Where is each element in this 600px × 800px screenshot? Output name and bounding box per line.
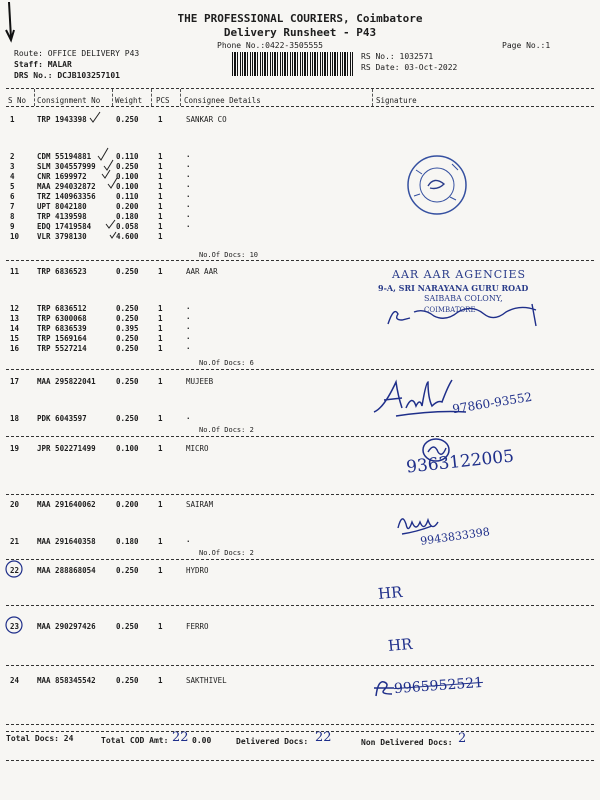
row-dot: . [186,200,191,209]
row-dot: . [186,190,191,199]
row-weight: 0.250 [116,115,139,124]
row-pcs: 1 [158,172,163,181]
row-dot: . [186,150,191,159]
sheet-title: Delivery Runsheet - P43 [223,26,377,39]
rs-date: RS Date: 03-Oct-2022 [361,63,458,72]
row-sno: 20 [10,500,20,509]
row-pcs: 1 [158,622,163,631]
row-consignment: PDK 6043597 [37,414,87,423]
row-sno: 7 [10,202,15,211]
col-divider [180,89,181,106]
row-consignment: MAA 288868054 [37,566,96,575]
group-divider [6,369,594,370]
row-weight: 0.180 [116,212,139,221]
row-pcs: 1 [158,537,163,546]
row-consignment: JPR 502271499 [37,444,96,453]
sakthivel-signature-mark [372,676,396,700]
row-weight: 0.250 [116,304,139,313]
row-sno: 16 [10,344,20,353]
row-consignment: MAA 295822041 [37,377,96,386]
row-circle-mark [4,559,24,579]
row-consignment: MAA 290297426 [37,622,96,631]
row-sno: 14 [10,324,20,333]
group-divider [6,260,594,261]
col-consignment: Consignment No [37,96,101,105]
consignee-name: SAIRAM [186,500,214,509]
sairam-phone: 9943833398 [419,525,491,548]
col-divider [34,89,35,106]
row-weight: 0.250 [116,314,139,323]
docs-count: No.Of Docs: 10 [199,251,259,259]
consignee-name: HYDRO [186,566,209,575]
row-pcs: 1 [158,414,163,423]
row-pcs: 1 [158,334,163,343]
row-dot: . [186,220,191,229]
row-pcs: 1 [158,676,163,685]
row-weight: 0.110 [116,152,139,161]
row-consignment: TRP 6836539 [37,324,87,333]
row-pcs: 1 [158,115,163,124]
consignee-name: MUJEEB [186,377,214,386]
row-sno: 22 [10,566,20,575]
row-pcs: 1 [158,267,163,276]
row-weight: 0.100 [116,444,139,453]
col-signature: Signature [376,96,417,105]
row-pcs: 1 [158,212,163,221]
phone-number: Phone No.:0422-3505555 [217,41,323,50]
col-divider [112,89,113,106]
sankar-co-stamp [402,150,472,220]
col-weight: Weight [115,96,143,105]
delivered-docs-label: Delivered Docs: [236,737,309,746]
check-marks [84,110,124,250]
drs-number: DRS No.: DCJB103257101 [14,71,120,80]
consignee-name: SAKTHIVEL [186,676,227,685]
row-pcs: 1 [158,232,163,241]
row-consignment: TRP 6300068 [37,314,87,323]
row-weight: 0.250 [116,334,139,343]
row-sno: 11 [10,267,20,276]
row-dot: . [186,342,191,351]
total-docs: Total Docs: 24 [6,734,74,743]
row-sno: 2 [10,152,15,161]
non-delivered-docs-label: Non Delivered Docs: [361,738,453,747]
row-consignment: MAA 294032872 [37,182,96,191]
micro-phone: 9363122005 [405,446,515,478]
row-dot: . [186,180,191,189]
row-consignment: EDQ 17419584 [37,222,92,231]
row-weight: 0.058 [116,222,139,231]
col-sno: S No [8,96,27,105]
group-divider [6,665,594,666]
header-rule-bottom [6,106,594,107]
row-pcs: 1 [158,377,163,386]
col-pcs: PCS [156,96,170,105]
row-weight: 0.250 [116,344,139,353]
row-dot: . [186,170,191,179]
hydro-signature: HR [377,582,404,604]
row-dot: . [186,332,191,341]
row-sno: 15 [10,334,20,343]
company-name: THE PROFESSIONAL COURIERS, Coimbatore [177,12,423,25]
row-pcs: 1 [158,152,163,161]
row-weight: 0.250 [116,676,139,685]
total-cod-label: Total COD Amt: [101,736,169,745]
consignee-name: MICRO [186,444,209,453]
row-consignment: CDM 55194881 [37,152,92,161]
row-pcs: 1 [158,192,163,201]
row-consignment: TRZ 140963356 [37,192,96,201]
row-dot: . [186,160,191,169]
row-dot: . [186,322,191,331]
mujeeb-phone: 97860-93552 [451,389,534,417]
staff: Staff: MALAR [14,60,72,69]
row-consignment: TRP 1943398 [37,115,87,124]
row-pcs: 1 [158,202,163,211]
col-divider [372,89,373,106]
row-dot: . [186,210,191,219]
col-consignee-details: Consignee Details [184,96,261,105]
row-dot: . [186,412,191,421]
row-sno: 24 [10,676,20,685]
row-consignment: TRP 5527214 [37,344,87,353]
row-sno: 9 [10,222,15,231]
group-divider [6,724,594,725]
consignee-name: SANKAR CO [186,115,227,124]
row-weight: 0.250 [116,267,139,276]
row-sno: 1 [10,115,15,124]
row-consignment: TRP 1569164 [37,334,87,343]
row-sno: 19 [10,444,20,453]
row-sno: 5 [10,182,15,191]
row-pcs: 1 [158,566,163,575]
row-pcs: 1 [158,182,163,191]
agency-stamp-colony: SAIBABA COLONY, [424,294,503,303]
row-consignment: MAA 291640358 [37,537,96,546]
row-weight: 0.200 [116,500,139,509]
group-divider [6,436,594,437]
aar-signature [384,298,554,330]
row-pcs: 1 [158,162,163,171]
group-divider [6,494,594,495]
non-delivered-count: 2 [458,731,467,746]
total-cod-value: 0.00 [192,736,212,745]
row-sno: 3 [10,162,15,171]
row-sno: 21 [10,537,20,546]
row-pcs: 1 [158,314,163,323]
agency-stamp-name: AAR AAR AGENCIES [392,268,527,281]
row-pcs: 1 [158,324,163,333]
row-weight: 0.100 [116,182,139,191]
row-consignment: CNR 1699972 [37,172,87,181]
rs-number: RS No.: 1032571 [361,52,434,61]
consignee-name: FERRO [186,622,209,631]
row-consignment: TRP 4139598 [37,212,87,221]
row-sno: 8 [10,212,15,221]
row-sno: 23 [10,622,20,631]
barcode [232,52,354,76]
row-pcs: 1 [158,304,163,313]
row-weight: 4.600 [116,232,139,241]
sakthivel-phone: 9965952521 [393,674,484,698]
agency-stamp-address: 9-A, SRI NARAYANA GURU ROAD [378,283,529,293]
row-dot: . [186,535,191,544]
group-divider [6,559,594,560]
row-sno: 10 [10,232,20,241]
row-weight: 0.200 [116,202,139,211]
row-consignment: TRP 6836523 [37,267,87,276]
row-sno: 17 [10,377,20,386]
row-weight: 0.100 [116,172,139,181]
delivered-count: 22 [315,730,332,745]
row-weight: 0.250 [116,377,139,386]
docs-count: No.Of Docs: 6 [199,359,254,367]
footer-rule-bottom [6,760,594,761]
row-weight: 0.250 [116,414,139,423]
row-consignment: TRP 6836512 [37,304,87,313]
row-pcs: 1 [158,344,163,353]
row-consignment: UPT 8042180 [37,202,87,211]
row-sno: 18 [10,414,20,423]
row-sno: 4 [10,172,15,181]
mujeeb-signature [370,372,490,422]
cod-handwritten-mark: 22 [172,730,189,745]
row-sno: 6 [10,192,15,201]
row-sno: 13 [10,314,20,323]
row-weight: 0.250 [116,162,139,171]
row-pcs: 1 [158,222,163,231]
col-divider [151,89,152,106]
row-dot: . [186,302,191,311]
row-circle-mark [4,615,24,635]
row-consignment: MAA 291640062 [37,500,96,509]
row-weight: 0.395 [116,324,139,333]
footer-rule [6,731,594,732]
docs-count: No.Of Docs: 2 [199,426,254,434]
row-dot: . [186,312,191,321]
page-number: Page No.:1 [502,41,551,50]
row-weight: 0.180 [116,537,139,546]
row-sno: 12 [10,304,20,313]
docs-count: No.Of Docs: 2 [199,549,254,557]
ferro-signature: HR [387,634,414,656]
row-consignment: SLM 304557999 [37,162,96,171]
route: Route: OFFICE DELIVERY P43 [14,49,140,58]
row-pcs: 1 [158,444,163,453]
row-pcs: 1 [158,500,163,509]
consignee-name: AAR AAR [186,267,218,276]
row-weight: 0.250 [116,566,139,575]
row-weight: 0.110 [116,192,139,201]
row-consignment: MAA 858345542 [37,676,96,685]
group-divider [6,605,594,606]
row-weight: 0.250 [116,622,139,631]
margin-pen-mark [0,0,20,50]
row-consignment: VLR 3798130 [37,232,87,241]
header-rule-top [6,88,594,89]
agency-stamp-city: COIMBATORE [424,306,476,314]
